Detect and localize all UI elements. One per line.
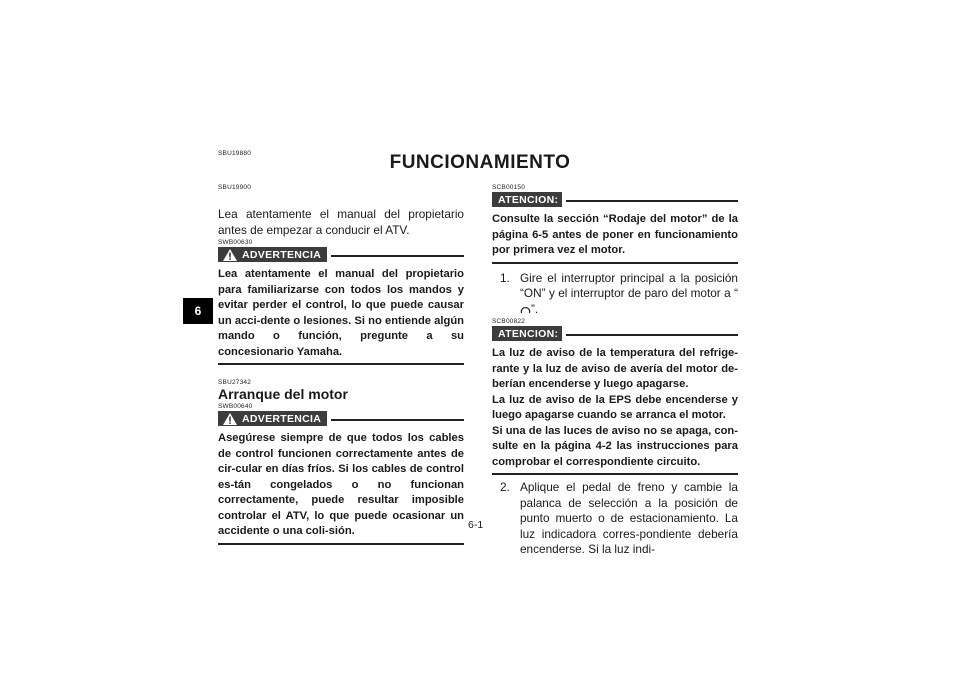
caution1-badge: ATENCION: (492, 192, 562, 207)
step-1-number: 1. (500, 270, 510, 285)
caution2-paragraph-3: Si una de las luces de aviso no se apaga, con-sulte en la página 4-2 las instrucciones para comprobar el correspondiente circuito. (492, 424, 738, 468)
warning2-label: ADVERTENCIA (242, 412, 322, 425)
warning1-code: SWB00630 (218, 239, 253, 246)
step-1-text-wrap (520, 271, 738, 318)
step-2-number: 2. (500, 480, 510, 494)
intro-code: SBU19900 (218, 184, 252, 191)
warning1-badge (218, 247, 327, 262)
warning1-text: Lea atentamente el manual del propietario para familiarizarse con todos los mandos y evitar perder el control, lo que puede causar un acci-dente o lesiones. Si no entiende algún mando o función, pregunte a su concesionario Yamaha. (218, 268, 464, 358)
warning1-label: ADVERTENCIA (242, 248, 322, 261)
warning2-header (218, 411, 464, 426)
caution1-text: Consulte la sección “Rodaje del motor” de la página 6-5 antes de poner en funcionamiento por primera vez el motor. (492, 213, 738, 256)
subsection-title: Arranque del motor (218, 386, 348, 402)
section-code: SBU19880 (218, 150, 252, 157)
left-column (218, 184, 464, 545)
warning2-text: Asegúrese siempre de que todos los cables de control funcionen correctamente antes de cir-cular en días fríos. Si los cables de control es-tán congelados o no funcionan correctamente, puede resultar imposible controlar el ATV, lo que puede ocasionar un accidente o una coli-sión. (218, 432, 464, 537)
warning2-code: SWB00640 (218, 403, 253, 410)
subsection-code: SBU27342 (218, 379, 252, 386)
engine-stop-run-icon (520, 303, 531, 313)
warning2-top-rule (331, 419, 464, 421)
step-1-text: Gire el interruptor principal a la posición “ON” y el interruptor de paro del motor a “ (520, 270, 738, 300)
caution1-bottom-rule (492, 262, 738, 264)
page-title: FUNCIONAMIENTO (389, 152, 571, 173)
caution2-top-rule (566, 334, 738, 336)
caution2-bottom-rule (492, 473, 738, 475)
caution2-paragraph-1: La luz de aviso de la temperatura del refrige-rante y la luz de aviso de avería del motor de-berían encenderse y luego apagarse. (492, 347, 738, 390)
intro-text: Lea atentamente el manual del propietario antes de empezar a conducir el ATV. (218, 207, 464, 237)
caution1-top-rule (566, 200, 738, 202)
warning-triangle-icon (223, 249, 237, 261)
caution1-code: SCB00150 (492, 184, 526, 191)
step-1 (492, 271, 738, 318)
caution2-paragraph-2: La luz de aviso de la EPS debe encenderse y luego apagarse cuando se arranca el motor. (492, 393, 738, 421)
caution2-code: SCB00822 (492, 318, 526, 325)
step-1-end: ”. (531, 301, 539, 316)
right-column (492, 184, 738, 558)
warning2-bottom-rule (218, 543, 464, 545)
page-number: 6-1 (468, 519, 484, 531)
caution2-badge: ATENCION: (492, 326, 562, 341)
chapter-tab: 6 (183, 298, 213, 324)
step-2-text: Aplique el pedal de freno y cambie la palanca de selección a la posición de punto muerto o de estacionamiento. La luz indicadora corres-pondiente debería encenderse. Si la luz indi- (520, 480, 738, 556)
warning2-badge (218, 411, 327, 426)
step-2 (492, 480, 738, 558)
caution2-header (492, 326, 738, 341)
warning1-header (218, 247, 464, 262)
caution1-header (492, 192, 738, 207)
warning1-top-rule (331, 255, 464, 257)
warning1-bottom-rule (218, 363, 464, 365)
warning-triangle-icon (223, 413, 237, 425)
